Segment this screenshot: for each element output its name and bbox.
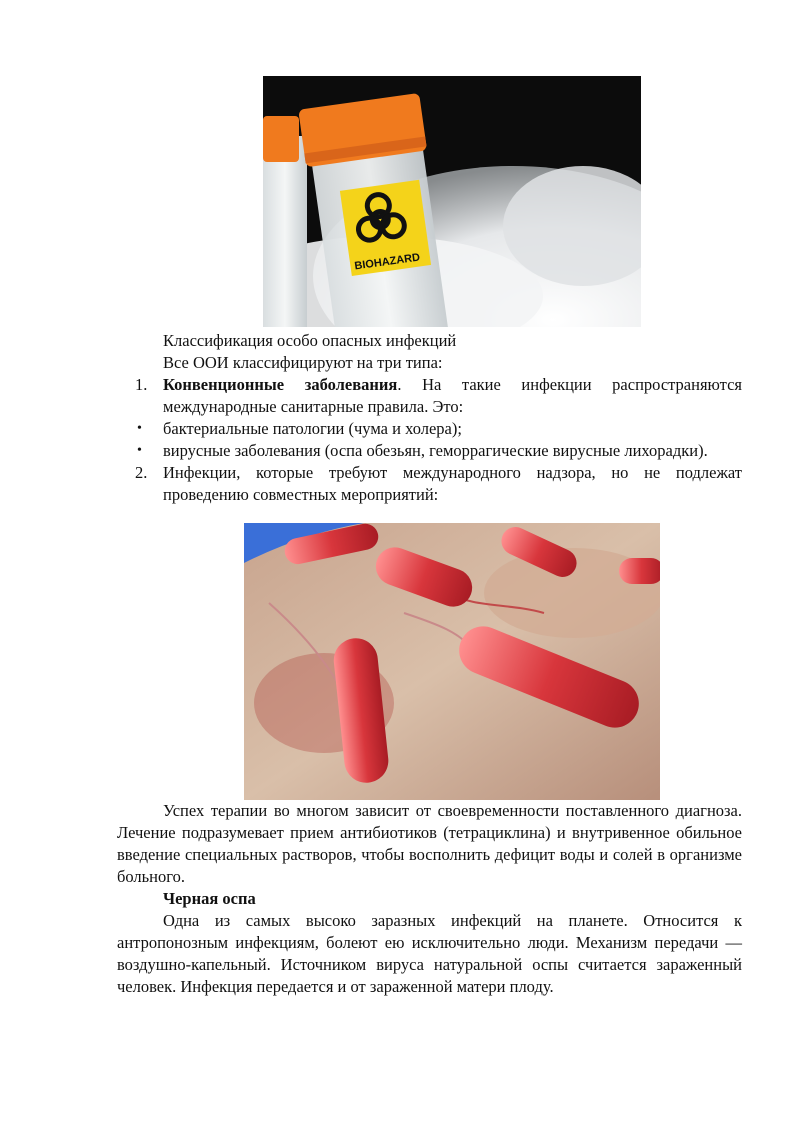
list-item-1	[117, 374, 742, 418]
smallpox-heading	[117, 888, 742, 910]
bacteria-illustration-image	[244, 523, 660, 800]
left-vial-cap	[263, 116, 299, 162]
list-item-text: . На такие инфекции распространяются международные санитарные правила. Это:	[163, 375, 742, 416]
left-vial	[263, 136, 307, 327]
classification-section	[117, 330, 742, 506]
list-item-bold: Конвенционные заболевания	[163, 375, 398, 394]
list-item-2	[117, 462, 742, 506]
bullet-text: вирусные заболевания (оспа обезьян, геморрагические вирусные лихорадки).	[163, 441, 708, 460]
bullet-item-2	[117, 440, 742, 462]
bullet-icon: •	[137, 421, 142, 436]
bullet-item-1	[117, 418, 742, 440]
list-item-text: Инфекции, которые требуют международного надзора, но не подлежат проведению совместных мероприятий:	[163, 463, 742, 504]
list-marker: 1.	[135, 375, 148, 394]
list-marker: 2.	[135, 463, 148, 482]
therapy-paragraph: Успех терапии во многом зависит от своевременности поставленного диагноза. Лечение подразумевает прием антибиотиков (тетрациклина) и внутривенное обильное введение специальных растворов, чтобы восполнить дефицит воды и солей в организме больного.	[117, 801, 742, 886]
section-intro: Все ООИ классифицируют на три типа:	[163, 353, 443, 372]
heading-text: Черная оспа	[163, 889, 256, 908]
bullet-icon: •	[137, 443, 142, 458]
smallpox-paragraph: Одна из самых высоко заразных инфекций на планете. Относится к антропонозным инфекциям, болеют ею исключительно люди. Механизм передачи — воздушно-капельный. Источником вируса натуральной оспы считается зараженный человек. Инфекция передается и от зараженной матери плоду.	[117, 911, 742, 996]
section-title: Классификация особо опасных инфекций	[163, 331, 457, 350]
treatment-section	[117, 800, 742, 998]
bullet-text: бактериальные патологии (чума и холера);	[163, 419, 462, 438]
biohazard-vials-image	[263, 76, 641, 327]
biohazard-label-text: BIOHAZARD	[353, 251, 421, 273]
